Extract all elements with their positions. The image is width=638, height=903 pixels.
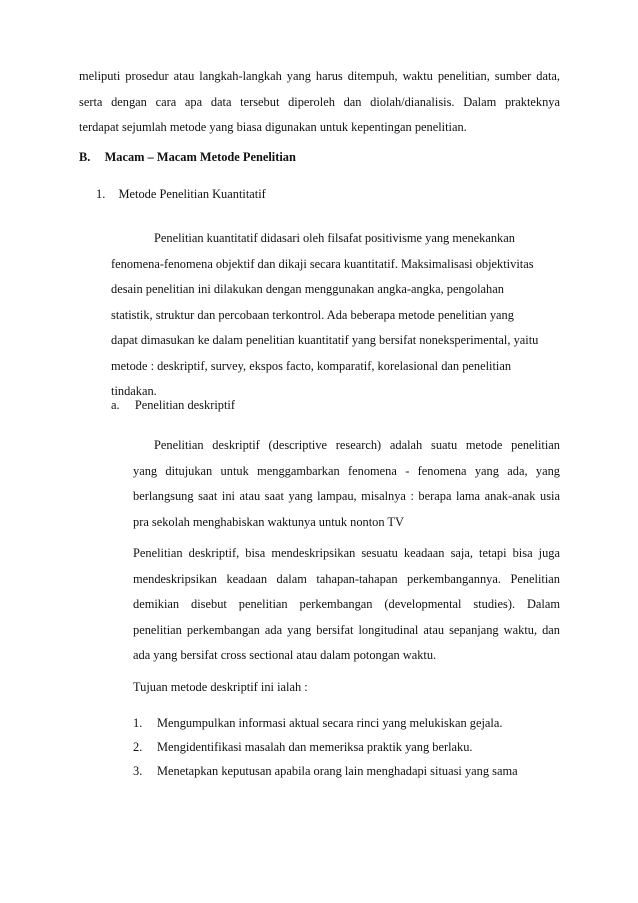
sub-a-p2-line-5: ada yang bersifat cross sectional atau dalam potongan waktu. [133, 648, 437, 662]
item-1-line-2: fenomena-fenomena objektif dan dikaji secara kuantitatif. Maksimalisasi objektivitas [111, 256, 534, 271]
intro-line-2: serta dengan cara apa data tersebut diperoleh dan diolah/dianalisis. Dalam prakteknya [79, 94, 560, 109]
sub-a-paragraph-2 [133, 541, 560, 669]
sub-a-title: Penelitian deskriptif [134, 398, 235, 412]
intro-line-3: terdapat sejumlah metode yang biasa digunakan untuk kepentingan penelitian. [79, 120, 467, 134]
item-1-label: 1. [96, 187, 106, 201]
item-1-line-1: Penelitian kuantitatif didasari oleh filsafat positivisme yang menekankan [154, 231, 515, 245]
goal-item-3 [133, 764, 518, 779]
item-1-heading [96, 187, 266, 202]
goal-number: 3. [133, 764, 143, 778]
intro-paragraph [79, 64, 560, 141]
item-1-line-3: desain penelitian ini dilakukan dengan menggunakan angka-angka, pengolahan [111, 282, 504, 296]
item-1-title: Metode Penelitian Kuantitatif [118, 187, 266, 201]
section-b-label: B. [79, 150, 91, 164]
item-1-line-5: dapat dimasukan ke dalam penelitian kuantitatif yang bersifat noneksperimental, yaitu [111, 333, 539, 347]
goal-text: Mengumpulkan informasi aktual secara rinci yang melukiskan gejala. [157, 716, 503, 730]
intro-line-1: meliputi prosedur atau langkah-langkah yang harus ditempuh, waktu penelitian, sumber data, [79, 69, 560, 83]
item-1-line-7: tindakan. [111, 384, 157, 398]
sub-a-p1-line-4: pra sekolah menghabiskan waktunya untuk nonton TV [133, 514, 404, 529]
sub-a-p2-line-3: demikian disebut penelitian perkembangan (developmental studies). Dalam [133, 597, 560, 611]
goal-item-2 [133, 740, 473, 755]
sub-a-paragraph-1 [133, 433, 560, 535]
section-b-heading [79, 150, 296, 165]
goal-intro: Tujuan metode deskriptif ini ialah : [133, 680, 308, 694]
sub-a-p1-line-2: yang ditujukan untuk menggambarkan fenomena - fenomena yang ada, yang [133, 463, 560, 478]
goal-item-1 [133, 716, 502, 731]
sub-a-p1-line-3: berlangsung saat ini atau saat yang lampau, misalnya : berapa lama anak-anak usia [133, 489, 560, 503]
sub-a-label: a. [111, 398, 120, 412]
sub-a-p2-line-2: mendeskripsikan keadaan dalam tahapan-tahapan perkembangannya. Penelitian [133, 571, 560, 586]
item-1-line-4: statistik, struktur dan percobaan terkontrol. Ada beberapa metode penelitian yang [111, 307, 514, 322]
sub-a-p2-line-1: Penelitian deskriptif, bisa mendeskripsikan sesuatu keadaan saja, tetapi bisa juga [133, 546, 560, 560]
goal-number: 1. [133, 716, 143, 730]
section-b-title: Macam – Macam Metode Penelitian [104, 150, 296, 164]
item-1-line-6: metode : deskriptif, survey, ekspos facto, komparatif, korelasional dan penelitian [111, 358, 512, 373]
goal-number: 2. [133, 740, 143, 754]
sub-a-heading [111, 398, 235, 413]
sub-a-p2-line-4: penelitian perkembangan ada yang bersifat longitudinal atau sepanjang waktu, dan [133, 622, 560, 637]
sub-a-p1-line-1: Penelitian deskriptif (descriptive research) adalah suatu metode penelitian [154, 438, 560, 452]
item-1-paragraph [111, 226, 560, 405]
goal-text: Menetapkan keputusan apabila orang lain menghadapi situasi yang sama [157, 764, 518, 778]
goal-text: Mengidentifikasi masalah dan memeriksa praktik yang berlaku. [157, 740, 473, 754]
